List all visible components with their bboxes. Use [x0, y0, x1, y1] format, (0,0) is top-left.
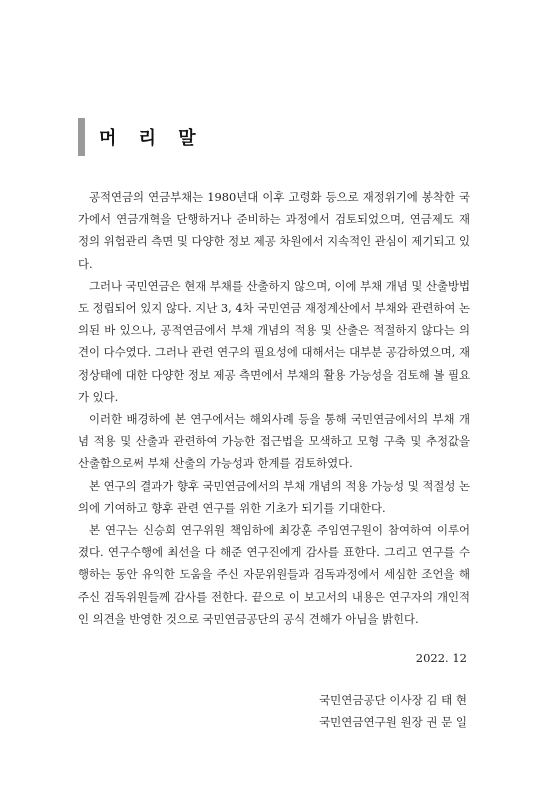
signature-block: [319, 689, 467, 733]
signature-line-1: 국민연금공단 이사장 김 태 현: [319, 693, 467, 707]
signature-line-2: 국민연금연구원 원장 권 문 일: [319, 715, 467, 729]
page-title: 머 리 말: [99, 128, 204, 149]
preface-body: [78, 186, 470, 630]
paragraph-5: 본 연구는 신승희 연구위원 책임하에 최강훈 주임연구원이 참여하여 이루어졌다. 연구수행에 최선을 다 해준 연구진에게 감사를 표한다. 그리고 연구를 수행하는 동안 유익한 도움을 주신 자문위원들과 검독과정에서 세심한 조언을 해주신 검독위원들께 감사를 전한다. 끝으로 이 보고서의 내용은 연구자의 개인적인 의견을 반영한 것으로 국민연금공단의 공식 견해가 아님을 밝힌다.: [78, 523, 470, 626]
preface-heading-block: [78, 118, 204, 156]
publication-date: 2022. 12: [415, 651, 467, 665]
paragraph-1: 공적연금의 연금부채는 1980년대 이후 고령화 등으로 재정위기에 봉착한 국가에서 연금개혁을 단행하거나 준비하는 과정에서 검토되었으며, 연금제도 재정의 위험관리 측면 및 다양한 정보 제공 차원에서 지속적인 관심이 제기되고 있다.: [78, 190, 470, 271]
paragraph-3: 이러한 배경하에 본 연구에서는 해외사례 등을 통해 국민연금에서의 부채 개념 적용 및 산출과 관련하여 가능한 접근법을 모색하고 모형 구축 및 추정값을 산출함으로써 부채 산출의 가능성과 한계를 검토하였다.: [78, 412, 470, 471]
paragraph-2: 그러나 국민연금은 현재 부채를 산출하지 않으며, 이에 부채 개념 및 산출방법도 정립되어 있지 않다. 지난 3, 4차 국민연금 재정계산에서 부채와 관련하여 논의된 바 있으나, 공적연금에서 부채 개념의 적용 및 산출은 적절하지 않다는 의견이 다수였다. 그러나 관련 연구의 필요성에 대해서는 대부분 공감하였으며, 재정상태에 대한 다양한 정보 제공 측면에서 부채의 활용 가능성을 검토해 볼 필요가 있다.: [78, 278, 470, 404]
heading-accent-bar: [78, 118, 85, 156]
paragraph-4: 본 연구의 결과가 향후 국민연금에서의 부채 개념의 적용 가능성 및 적절성 논의에 기여하고 향후 관련 연구를 위한 기초가 되기를 기대한다.: [78, 478, 470, 515]
